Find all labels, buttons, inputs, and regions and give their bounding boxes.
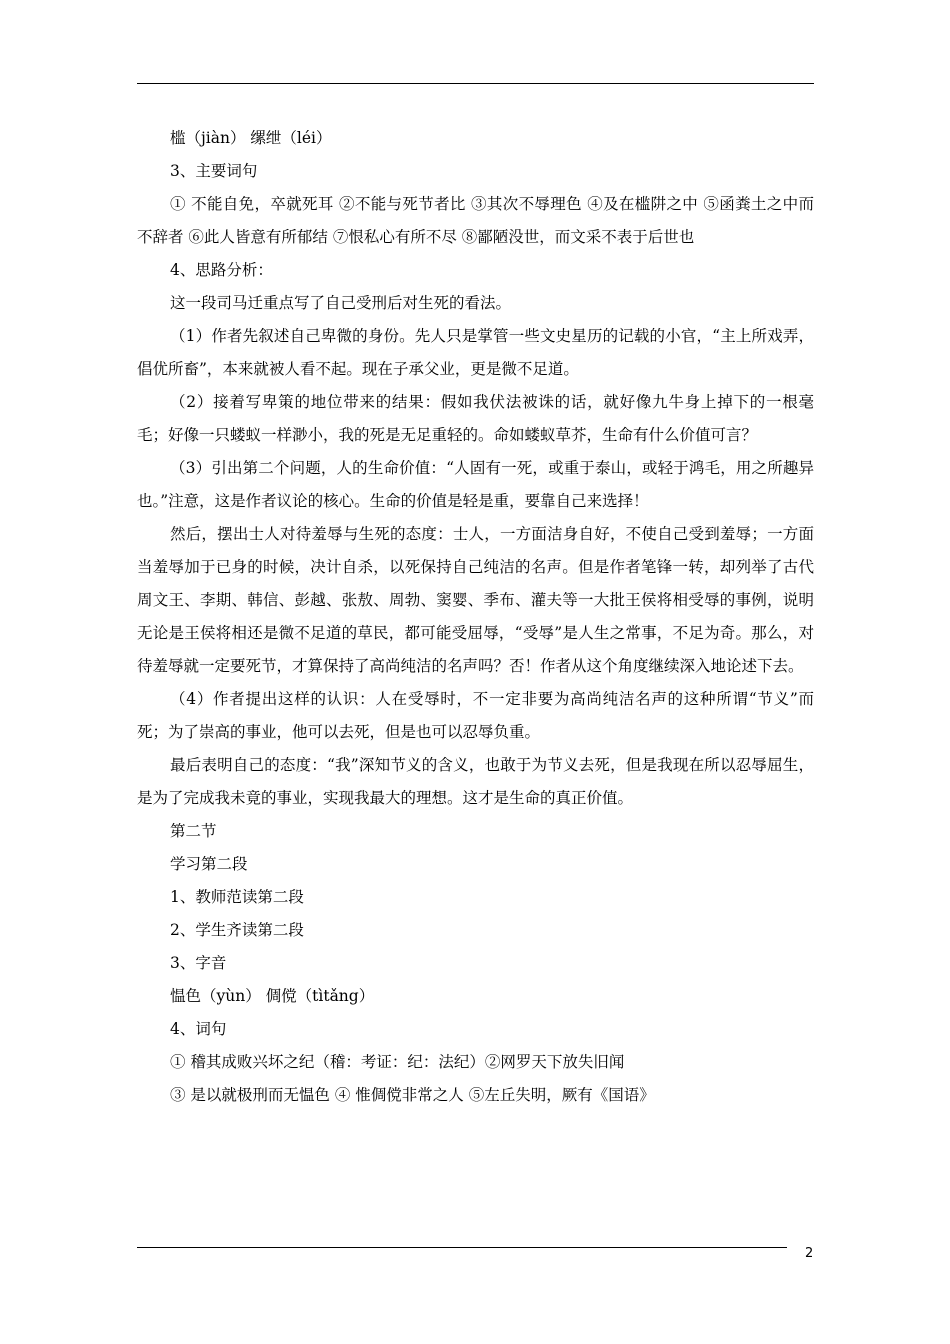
analysis-point-4: （4）作者提出这样的认识：人在受辱时，不一定非要为高尚纯洁名声的这种所谓“节义”而死；为了崇高的事业，他可以去死，但是也可以忍辱负重。 bbox=[137, 690, 814, 741]
header-rule bbox=[137, 83, 814, 84]
heading-main-phrases: 3、主要词句 bbox=[170, 162, 258, 180]
analysis-point-2: （2）接着写卑策的地位带来的结果：假如我伏法被诛的话，就好像九牛身上掉下的一根毫毛；好像一只蝼蚁一样渺小，我的死是无足重轻的。命如蝼蚁草芥，生命有什么价值可言？ bbox=[137, 393, 814, 444]
heading-phrases: 4、词句 bbox=[170, 1020, 227, 1038]
analysis-point-1: （1）作者先叙述自己卑微的身份。先人只是掌管一些文史星历的记载的小官，“主上所戏弄，倡优所畜”，本来就被人看不起。现在子承父业，更是微不足道。 bbox=[137, 327, 814, 378]
pronunciation-line-2: 愠色（yùn） 倜傥（tìtǎng） bbox=[170, 987, 375, 1005]
document-body bbox=[137, 122, 814, 1112]
phrase-list: ① 不能自免，卒就死耳 ②不能与死节者比 ③其次不辱理色 ④及在槛阱之中 ⑤函粪土之中而不辞者 ⑥此人皆意有所郁结 ⑦恨私心有所不尽 ⑧鄙陋没世，而文采不表于后世也 bbox=[137, 195, 814, 246]
analysis-intro: 这一段司马迁重点写了自己受刑后对生死的看法。 bbox=[170, 294, 512, 312]
analysis-conclusion: 最后表明自己的态度：“我”深知节义的含义，也敢于为节义去死，但是我现在所以忍辱屈生，是为了完成我未竟的事业，实现我最大的理想。这才是生命的真正价值。 bbox=[137, 756, 814, 807]
step-teacher-reading: 1、教师范读第二段 bbox=[170, 888, 304, 906]
analysis-point-3: （3）引出第二个问题，人的生命价值：“人固有一死，或重于泰山，或轻于鸿毛，用之所趣异也。”注意，这是作者议论的核心。生命的价值是轻是重，要靠自己来选择！ bbox=[137, 459, 814, 510]
pronunciation-line-1: 槛（jiàn） 缧绁（léi） bbox=[170, 129, 332, 147]
section-title-2: 第二节 bbox=[170, 822, 217, 840]
phrase-line-2: ③ 是以就极刑而无愠色 ④ 惟倜傥非常之人 ⑤左丘失明，厥有《国语》 bbox=[170, 1086, 655, 1104]
study-paragraph-2: 学习第二段 bbox=[170, 855, 248, 873]
footer-rule bbox=[137, 1247, 787, 1248]
page-number: 2 bbox=[805, 1246, 814, 1261]
step-students-reading: 2、学生齐读第二段 bbox=[170, 921, 304, 939]
analysis-shiren: 然后，摆出士人对待羞辱与生死的态度：士人，一方面洁身自好，不使自己受到羞辱；一方面当羞辱加于已身的时候，决计自杀，以死保持自己纯洁的名声。但是作者笔锋一转，却列举了古代周文王、李期、韩信、彭越、张敖、周勃、窦婴、季布、灌夫等一大批王侯将相受辱的事例，说明无论是王侯将相还是微不足道的草民，都可能受屈辱，“受辱”是人生之常事，不足为奇。那么，对待羞辱就一定要死节，才算保持了高尚纯洁的名声吗？否！作者从这个角度继续深入地论述下去。 bbox=[137, 525, 814, 675]
heading-analysis: 4、思路分析： bbox=[170, 261, 273, 279]
heading-pronunciation: 3、字音 bbox=[170, 954, 227, 972]
phrase-line-1: ① 稽其成败兴坏之纪（稽：考证：纪：法纪）②网罗天下放失旧闻 bbox=[170, 1053, 625, 1071]
